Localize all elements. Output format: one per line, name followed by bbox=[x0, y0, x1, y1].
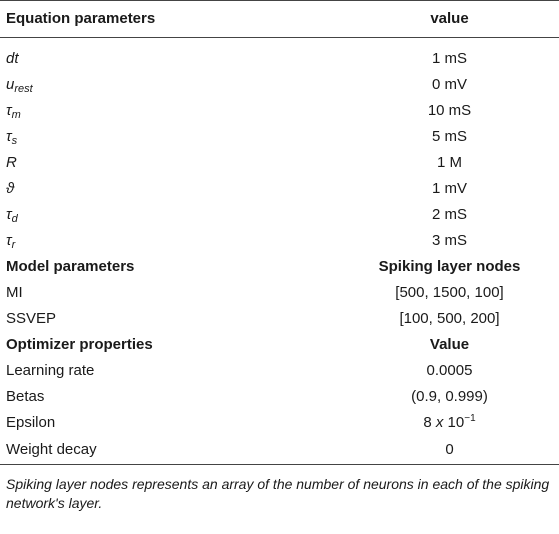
param-value: 10 mS bbox=[427, 102, 472, 119]
section-title: Model parameters bbox=[6, 258, 135, 275]
table-row bbox=[0, 228, 559, 254]
param-symbol-tau-r: $\tau_r$ bbox=[6, 232, 16, 251]
param-value: 1 mV bbox=[431, 180, 467, 197]
table-header-row bbox=[0, 1, 559, 38]
table-row bbox=[0, 202, 559, 228]
table-row bbox=[0, 72, 559, 98]
header-value: value bbox=[340, 1, 559, 38]
param-name: Weight decay bbox=[0, 436, 340, 465]
table-row bbox=[0, 176, 559, 202]
param-name: SSVEP bbox=[6, 310, 57, 327]
table-row bbox=[0, 384, 559, 410]
header-equation-parameters: Equation parameters bbox=[0, 1, 340, 38]
section-header-optimizer bbox=[0, 332, 559, 358]
param-symbol-tau-s: $\tau_s$ bbox=[6, 128, 18, 147]
table-row bbox=[0, 358, 559, 384]
section-header-model bbox=[0, 254, 559, 280]
section-value-header: Value bbox=[429, 336, 470, 353]
param-value: 8 x $10^{-1}$ bbox=[423, 413, 476, 431]
param-value: 1 mS bbox=[431, 50, 467, 67]
param-name: Learning rate bbox=[6, 362, 95, 379]
param-value: 0 bbox=[340, 436, 559, 465]
param-value: 5 mS bbox=[431, 128, 467, 145]
param-value: [100, 500, 200] bbox=[399, 310, 500, 327]
param-symbol-tau-d: $\tau_d$ bbox=[6, 206, 18, 225]
section-value-header: Spiking layer nodes bbox=[378, 258, 521, 275]
param-symbol-dt: dt bbox=[6, 50, 19, 67]
param-value: 2 mS bbox=[431, 206, 467, 223]
param-name: Epsilon bbox=[6, 414, 56, 431]
param-value: 0 mV bbox=[431, 76, 467, 93]
param-symbol-r: R bbox=[6, 154, 17, 171]
param-symbol-theta: ϑ bbox=[6, 180, 15, 197]
param-value: (0.9, 0.999) bbox=[411, 388, 488, 405]
param-value: 1 M bbox=[436, 154, 462, 171]
table-row bbox=[0, 38, 559, 73]
param-value: 0.0005 bbox=[426, 362, 473, 379]
param-name: Betas bbox=[6, 388, 45, 405]
table-row bbox=[0, 280, 559, 306]
param-symbol-u-rest: $u_{rest}$ bbox=[6, 76, 33, 95]
param-value: 3 mS bbox=[431, 232, 467, 249]
table-row bbox=[0, 98, 559, 124]
table-row bbox=[0, 124, 559, 150]
section-title: Optimizer properties bbox=[6, 336, 153, 353]
param-symbol-tau-m: $\tau_m$ bbox=[6, 102, 21, 121]
table-row bbox=[0, 306, 559, 332]
param-name: MI bbox=[6, 284, 23, 301]
table-footnote: Spiking layer nodes represents an array of the number of neurons in each of the spiking network's layer. bbox=[6, 476, 550, 511]
table-row bbox=[0, 410, 559, 436]
table-row bbox=[0, 436, 559, 465]
param-value: [500, 1500, 100] bbox=[395, 284, 504, 301]
table-row bbox=[0, 150, 559, 176]
